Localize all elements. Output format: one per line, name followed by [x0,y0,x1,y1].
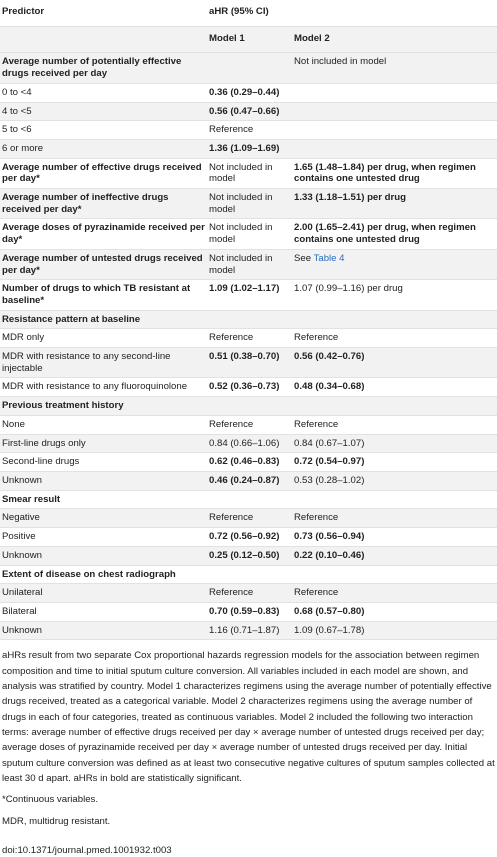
table-row [0,348,497,378]
table-row [0,121,497,140]
predictor-cell: Smear result [2,493,61,505]
doi-line: doi:10.1371/journal.pmed.1001932.t003 [2,845,172,857]
model2-cell: Not included in model [291,53,497,83]
model1-cell: 0.72 (0.56–0.92) [209,531,280,543]
predictor-header: Predictor [2,6,45,17]
predictor-cell: MDR only [2,332,45,344]
model2-cell: 0.48 (0.34–0.68) [294,381,365,393]
table-row [0,602,497,621]
predictor-cell: Unilateral [0,584,206,603]
model2-cell: 0.53 (0.28–1.02) [291,471,497,490]
model2-cell: 0.84 (0.67–1.07) [291,434,497,453]
table-row [0,415,497,434]
model1-cell: Reference [206,509,291,528]
table-row [0,546,497,565]
model2-cell: 2.00 (1.65–2.41) per drug, when regimen contains one untested drug [294,222,476,246]
model2-cell [291,83,497,102]
predictor-cell: Second-line drugs [2,456,80,468]
table-row [0,528,497,547]
table-row [0,310,497,329]
model1-cell: 0.51 (0.38–0.70) [206,348,291,378]
header-row-1 [0,0,497,26]
table4-link[interactable]: Table 4 [313,252,345,264]
model1-cell [206,490,291,509]
model2-text: See [294,252,314,264]
predictor-cell: Unknown [0,621,206,640]
model1-cell: 0.62 (0.46–0.83) [209,456,280,468]
table-row [0,280,497,310]
model2-cell [291,249,497,279]
predictor-cell: Average number of effective drugs received per day* [2,161,202,185]
model1-cell [206,397,291,416]
model2-cell: Reference [294,418,339,430]
table-row [0,565,497,584]
table-row [0,621,497,640]
predictor-cell: Negative [0,509,206,528]
model1-cell: 0.84 (0.66–1.06) [206,434,291,453]
table-row [0,102,497,121]
model2-cell [291,102,497,121]
predictor-cell: Unknown [0,546,206,565]
predictor-cell: Bilateral [2,605,37,617]
table-row [0,158,497,188]
model1-cell: 0.46 (0.24–0.87) [206,471,291,490]
model2-cell: Reference [291,509,497,528]
model2-cell: 1.65 (1.48–1.84) per drug, when regimen contains one untested drug [294,161,476,185]
table-row [0,249,497,279]
table-row [0,53,497,83]
footnote-main: aHRs result from two separate Cox proportional hazards regression models for the association between regimen composition and time to initial sputum culture conversion. All variables included in each model are shown, and analysis was stratified by country. Model 1 characterizes regimens using the average number of potentially effective drugs received, treated as a categorical variable. Model 2 characterizes regimens using the average number of drugs in each of four categories, treated as continuous variables. Model 2 included the following two interaction terms: average number of effective drugs received per day × average number of untested drugs received per day; average doses of pyrazinamide received per day × average number of untested drugs received per day. Initial sputum culture conversion was defined as at least two consecutive negative cultures of sputum samples collected at least 30 d apart. aHRs in bold are statistically significant. [2,650,495,785]
model2-cell: 0.68 (0.57–0.80) [294,605,365,617]
predictor-cell: None [2,418,25,430]
table-body [0,53,497,640]
table-row [0,490,497,509]
predictor-cell: 5 to <6 [2,124,32,136]
model1-cell: Reference [209,332,254,344]
model1-cell: Reference [209,418,254,430]
model1-cell: 1.36 (1.09–1.69) [206,139,291,158]
ahr-header: aHR (95% CI) [209,6,269,17]
predictor-cell: Number of drugs to which TB resistant at baseline* [2,283,191,306]
model2-cell: 0.22 (0.10–0.46) [291,546,497,565]
model1-cell: 0.25 (0.12–0.50) [206,546,291,565]
predictor-cell: 6 or more [0,139,206,158]
table-row [0,378,497,397]
table-row [0,329,497,348]
model1-cell [206,310,291,329]
model1-cell: 0.70 (0.59–0.83) [209,605,280,617]
model1-cell: 0.36 (0.29–0.44) [209,86,280,98]
model2-cell [291,490,497,509]
footnote-continuous: *Continuous variables. [2,794,98,806]
predictor-cell: Unknown [0,471,206,490]
predictor-cell: Average number of ineffective drugs received per day* [0,189,206,219]
model2-cell [291,139,497,158]
predictor-cell: Average doses of pyrazinamide received per day* [2,222,205,246]
model1-cell: Not included in model [206,189,291,219]
model1-header: Model 1 [206,26,291,53]
table-row [0,471,497,490]
model2-cell: 1.09 (0.67–1.78) [291,621,497,640]
model2-header: Model 2 [291,26,497,53]
predictor-cell: Average number of untested drugs received per day* [0,249,206,279]
model2-cell: 1.07 (0.99–1.16) per drug [294,283,403,295]
model1-cell: 0.52 (0.36–0.73) [209,381,280,393]
header-row-2 [0,26,497,53]
model1-cell [206,53,291,83]
table-row [0,434,497,453]
model2-cell: 0.73 (0.56–0.94) [294,531,365,543]
predictor-cell: MDR with resistance to any second-line injectable [0,348,206,378]
model2-cell: Reference [291,584,497,603]
predictor-cell: Extent of disease on chest radiograph [2,568,176,580]
predictor-cell: Resistance pattern at baseline [0,310,206,329]
table-row [0,584,497,603]
table-row [0,453,497,472]
model1-cell: Reference [206,584,291,603]
predictor-cell: Average number of potentially effective drugs received per day [0,53,206,83]
model1-cell: 1.09 (1.02–1.17) [209,283,280,295]
table-row [0,219,497,249]
table-row [0,139,497,158]
predictor-cell: 0 to <4 [2,86,32,98]
blank-header-cell [0,26,206,53]
model2-cell [291,121,497,140]
footnote-mdr: MDR, multidrug resistant. [2,815,111,827]
model2-cell: Reference [294,332,339,344]
model2-cell: 1.33 (1.18–1.51) per drug [291,189,497,219]
model2-cell: 0.72 (0.54–0.97) [294,456,365,468]
table-row [0,397,497,416]
table-row [0,189,497,219]
predictor-cell: 4 to <5 [0,102,206,121]
model2-cell: 0.56 (0.42–0.76) [291,348,497,378]
predictor-cell: Previous treatment history [0,397,206,416]
model1-cell: 1.16 (0.71–1.87) [206,621,291,640]
predictor-cell: Positive [2,531,36,543]
model1-cell: Not included in model [209,222,273,246]
table-row [0,83,497,102]
model1-cell: Reference [209,124,254,136]
predictor-cell: MDR with resistance to any fluoroquinolone [2,381,188,393]
model1-cell [206,565,291,584]
model1-cell: 0.56 (0.47–0.66) [206,102,291,121]
model2-cell [291,310,497,329]
model1-cell: Not included in model [206,249,291,279]
model2-cell [291,397,497,416]
predictor-cell: First-line drugs only [0,434,206,453]
table-row [0,509,497,528]
model1-cell: Not included in model [209,161,273,185]
table-footnotes [0,640,497,829]
model2-cell [291,565,497,584]
